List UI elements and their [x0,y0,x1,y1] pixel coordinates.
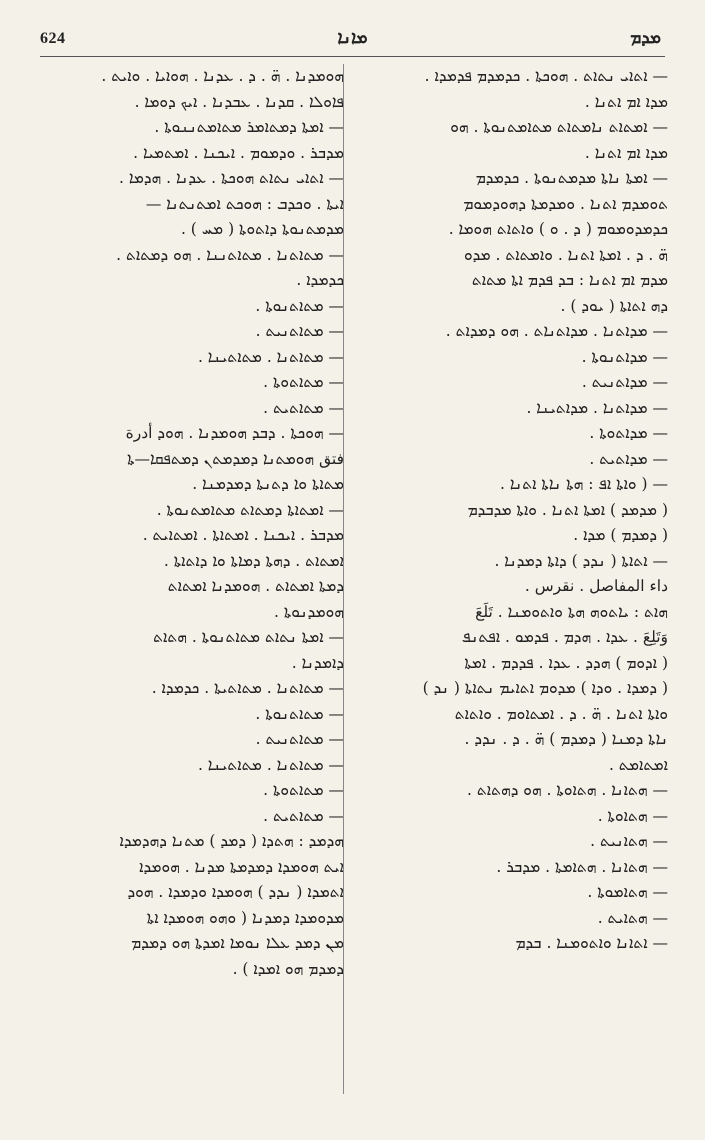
entry-line: ܡܬܐܬܐ ܘܐ ܕܬܢܬܐ ܕܡܕܡܢܐ . [192,475,344,493]
entry-line: — ܡܕܐܬܢܘܬܐ . [581,347,668,366]
entry-line: ܦܐܘܠܐ . ܩܕܢܐ . ܥܒܕܢܐ . ܐܝܟ ܕܘܡܐ . [134,92,344,111]
entry-line: — ܐܬܐܢܐ ܘܐܬܘܡܢܐ . ܒܕܡ [515,934,668,952]
entry-line: — ܐܡܬܐ ܢܬܐܬ ܡܬܐܬܢܘܬܐ . ܗܬܐܬ [153,628,344,646]
entry-line: فتق ܗܘܡܬܢܐ ܕܡܕܡܬܢ ܕܡܬܦܩܐ—ܬܐ [127,449,344,468]
entry-line: ܡܕܒܪ . ܘܕܡܘܡ . ܐܝܟܢܐ . ܐܡܬܡܝܐ . [133,143,344,162]
entry-line: ܐܬܡܕܐ ( ܢܕܕ ) ܗܘܡܕܐ ܘܕܡܕܐ . ܗܘܕ [127,883,344,901]
entry-line: ܡܕܘܡܕܐ ܕܡܕܢܐ ( ܘܗܘ ܗܘܡܕܐ ܐܬܐ [146,908,344,927]
entry-line: — ܡܕܐܬܢܝܬ . [581,373,668,391]
running-head: ܡܐܢܐ [337,28,368,48]
entry-line: ܗܘܡܕܢܘܬܐ . [273,602,344,621]
entry-line: ܡܕܡܬܢܘܬܐ ܕܐܬܘܬܐ ( ܡܚ ) . [180,220,344,238]
page-number: 624 [40,30,66,47]
entry-line: ( ܕܡܕܐ . ܘܕܐ ) ܡܕܘܡ ܐܬܐܝܡ ܢܬܐܬܐ ( ܢܕ ) [422,679,668,697]
entry-line: داء المفاصل . نقرس . [524,577,668,595]
entry-line: — ( ܘܐܬܐ ܐܦ : ܗܬܐ ܢܐܬܐ ܐܬܢܐ . [499,475,668,493]
entry-line: ( ܕܡܕܡ ) ܡܕܐ . [573,526,668,544]
entry-line: ܗܐܬ : ܝܐܬܘܗ ܗܬܐ ܘܐܬܘܡܢܐ . تَلَعَ [475,602,668,621]
entry-line: ܕܗ ܐܬܐܬܐ ( ܝܘܕ ) . [560,296,668,315]
entry-line: — ܗܬܐܝܬ . [597,908,668,927]
entry-line: ܗܕܡܕ : ܗܬܕܐ ( ܕܡܕ ) ܡܬܢܐ ܕܗܕܡܕܐ [119,832,344,850]
entry-line: — ܡܬܐܬܢܘܬܐ . [255,704,344,723]
entry-line: ܡܕܐ ܐܡ ܐܬܢܐ . [584,143,668,162]
entry-line: ܗܘܡܕܢܐ . ܗ̈ . ܕ . ܥܕܢܐ . ܗܘܐܝܐ . ܘܐܝܬ . [101,67,344,85]
entry-line: ܟܕܡܕܘܡܘܡ ( ܕ . ܘ ) ܘܐܬܐܬ ܗܘܡܐ . [448,220,668,238]
entry-line: — ܡܕܐܬܘܬܐ . [589,424,668,442]
entry-line: — ܐܡܬܐ ܕܡܬܐܡܪ ܡܬܐܡܬܢܢܘܬܐ . [154,118,344,136]
entry-line: — ܐܬܐܝ ܢܬܐܬ ܗܘܟܬܐ . ܥܕܢܐ . ܗܕܡܐ . [119,169,344,187]
entry-line: ܡܕܐ ܐܡ ܐܬܢܐ . [584,92,668,111]
entry-line: — ܡܬܐܬܢܐ . ܡܬܐܬܢܢܐ . ܗܘ ܕܡܬܐܬ . [116,245,344,264]
catchword: ܡܕܡ [630,28,661,48]
entry-line: ܐܝܬܐ . ܘܟܕܒ : ܗܘܟܬ ܐܡܬܢܬܢܐ — [145,194,344,213]
entry-line: ܟܕܡܕܐ . [296,271,344,289]
entry-line: ܐܡܬܐܡܬ . [608,755,668,774]
entry-line: — ܡܕܐܬܢܐ . ܡܕܐܬܝܢܐ . [526,398,668,417]
entry-line: — ܡܬܐܬܢܝܬ . [255,322,344,340]
entry-line: ܗ̈ . ܕ . ܐܡܬܐ ܐܬܢܐ . ܘܐܡܬܐܬ . ܡܕܘ [463,245,668,264]
entry-line: — ܡܬܐܬܢܐ . ܡܬܐܬܝܢܐ . [197,347,344,366]
entry-line: ܕܡܬܐ ܐܡܬܐܬ . ܗܘܡܕܢܐ ܐܡܬܐܬ [167,577,344,595]
entry-line: ܡܕܒܪ . ܐܝܟܢܐ . ܐܡܬܐܬܐ . ܐܡܬܐܝܬ . [142,526,344,544]
entry-line: — ܗܬܐܡܘܬܐ . [587,883,668,901]
entry-line: ܢܐܬܐ ܕܡܢܐ ( ܕܡܕܡ ) ܗ̈ . ܕ . ܢܕܕ . [464,730,668,748]
entry-line: — ܐܡܬܐܬܐ ܕܡܬܐܬ ܡܬܐܡܬܢܘܬܐ . [156,500,344,519]
entry-line: ( ܡܕܡܕ ) ܐܡܬܐ ܐܬܢܐ . ܘܐܬܐ ܡܕܒܕܡ [467,500,668,519]
entry-line: — ܐܡܬܐܬ ܢܐܡܬܐܬ ܡܬܐܡܬܢܘܬܐ . ܗܘ [450,118,668,136]
entry-line: — ܡܬܐܬܝܬ . [263,806,344,825]
entry-line: — ܡܕܐܬܢܐ . ܡܕܐܬܢܐܬ . ܗܘ ܕܡܕܐܬ . [445,322,668,340]
entry-line: — ܡܬܐܬܘܬܐ . [263,781,344,799]
entry-line: — ܡܬܐܬܢܐ . ܡܬܐܬܝܢܐ . [197,755,344,774]
entry-line: ܐܡܬܐܬ . ܕܗܬܐ ܕܡܐܬܐ ܘܐ ܕܐܬܐܬܐ . [163,551,344,570]
entry-line: — ܡܬܐܬܘܬܐ . [263,373,344,391]
right-column [356,64,668,957]
entry-line: — ܡܬܐܬܢܐ . ܡܬܐܬܝܬܐ . ܟܕܡܕܐ . [151,679,344,697]
entry-line: ܡܢ ܕܡܕ ܥܠܐ ܢܘܡܐ ܐܡܕܬܐ ܗܘ ܕܡܕܡ [131,934,344,952]
entry-line: ܕܐܡܕܢܐ . [291,653,344,672]
entry-line: — ܗܘܟܬܐ . ܕܒܕ ܗܘܡܕܢܐ . ܗܘܕ أدرة [125,424,344,442]
entry-line: — ܗܬܐܢܝܬ . [590,832,668,850]
entry-line: ( ܐܕܘܡ ) ܗܕܕ . ܥܕܐ . ܦܕܕܡ . ܐܡܬܐ [464,653,668,672]
entry-line: — ܡܬܐܬܝܬ . [263,398,344,417]
left-column [32,64,344,982]
entry-line: — ܐܬܐܝ ܢܬܐܬ . ܗܘܟܬܐ . ܟܕܡܕܡ ܦܕܡܕܐ . [424,67,668,85]
entry-line: — ܐܬܐܬܐ ( ܢܕܕ ) ܕܐܬܐ ܕܡܕܢܐ . [494,551,668,570]
page-header [0,18,705,58]
entry-line: — ܡܬܐܬܢܝܬ . [255,730,344,748]
header-rule [40,56,665,57]
entry-line: وَتَلِعَ . ܥܕܐ . ܗܕܡ . ܦܕܡܘ . ܐܦܬܢܦ [461,628,668,646]
entry-line: — ܗܬܐܘܬܐ . [597,806,668,825]
entry-line: ܕܡܕܡ ܗܘ ܐܡܕܐ ) . [232,959,344,978]
entry-line: — ܗܬܐܢܐ . ܗܬܐܡܬܐ . ܡܕܒܪ . [496,857,668,876]
entry-line: — ܗܬܐܢܐ . ܗܬܐܘܬܐ . ܗܘ ܕܗܬܐܬ . [467,781,668,799]
column-divider [343,64,344,1094]
entry-line: ܘܐܬܐ ܐܬܢܐ . ܗ̈ . ܕ . ܐܡܬܐܘܡ . ܘܐܬܐܬ [454,704,668,723]
entry-line: — ܐܡܬܐ ܢܐܬܐ ܡܕܡܬܢܘܬܐ . ܟܕܡܕܡ [475,169,668,187]
entry-line: ܐܝܬ ܗܘܡܕܐ ܕܡܕܡܬܐ ܡܕܢܐ . ܗܘܡܕܐ [139,857,344,876]
entry-line: — ܡܕܐܬܝܬ . [589,449,668,468]
entry-line: ܡܕܡ ܐܡ ܐܬܢܐ : ܒܕ ܦܕܡ ܐܬܐ ܡܬܐܬ [471,271,668,289]
entry-line: ܬܘܡܕܡ ܐܬܢܐ . ܘܡܕܡܬܐ ܕܗܘܕܡܘܡ [463,194,668,213]
entry-line: — ܡܬܐܬܢܘܬܐ . [255,296,344,315]
